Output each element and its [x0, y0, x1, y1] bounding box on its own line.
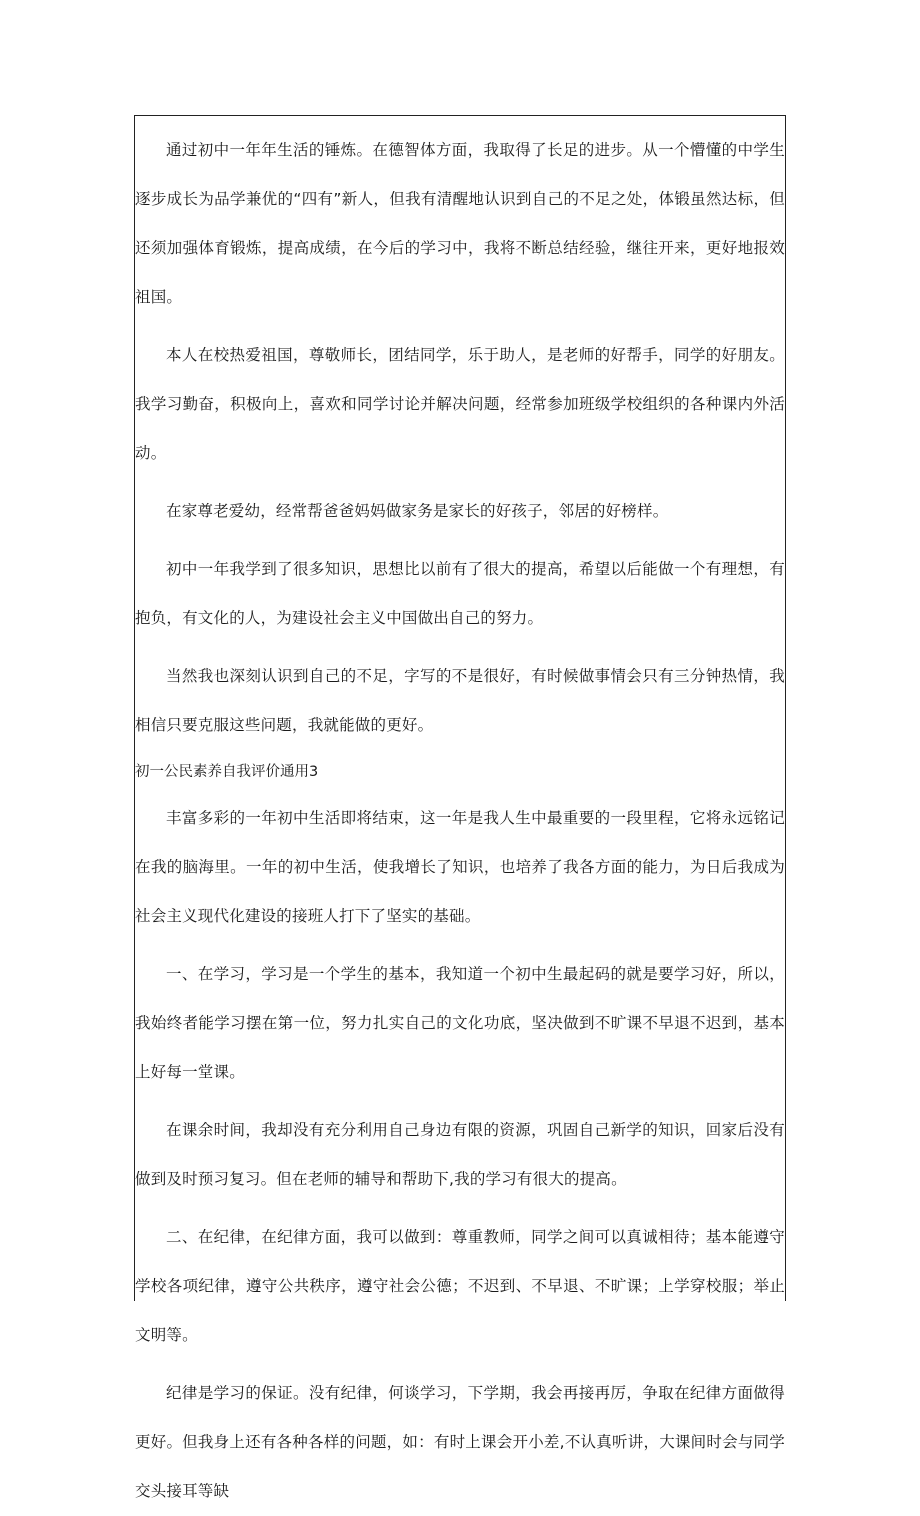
- paragraph-4: 初中一年我学到了很多知识，思想比以前有了很大的提高，希望以后能做一个有理想，有抱负，有文化的人，为建设社会主义中国做出自己的努力。: [135, 560, 785, 627]
- paragraph-7: 一、在学习，学习是一个学生的基本，我知道一个初中生最起码的就是要学习好，所以，我始终者能学习摆在第一位，努力扎实自己的文化功底，坚决做到不旷课不早退不迟到，基本上好每一堂课。: [135, 965, 785, 1081]
- document-page: [134, 115, 786, 1500]
- paragraph-2: 本人在校热爱祖国，尊敬师长，团结同学，乐于助人，是老师的好帮手，同学的好朋友。我学习勤奋，积极向上，喜欢和同学讨论并解决问题，经常参加班级学校组织的各种课内外活动。: [135, 346, 785, 462]
- section-heading: 初一公民素养自我评价通用3: [135, 764, 319, 780]
- paragraph-9: 二、在纪律，在纪律方面，我可以做到：尊重教师，同学之间可以真诚相待；基本能遵守学校各项纪律，遵守公共秩序，遵守社会公德；不迟到、不早退、不旷课；上学穿校服；举止文明等。: [135, 1228, 785, 1344]
- paragraph-3: 在家尊老爱幼，经常帮爸爸妈妈做家务是家长的好孩子，邻居的好榜样。: [166, 502, 669, 520]
- paragraph-8: 在课余时间，我却没有充分利用自己身边有限的资源，巩固自己新学的知识，回家后没有做到及时预习复习。但在老师的辅导和帮助下,我的学习有很大的提高。: [135, 1121, 785, 1188]
- paragraph-6: 丰富多彩的一年初中生活即将结束，这一年是我人生中最重要的一段里程，它将永远铭记在我的脑海里。一年的初中生活，使我增长了知识，也培养了我各方面的能力，为日后我成为社会主义现代化建设的接班人打下了坚实的基础。: [135, 809, 785, 925]
- paragraph-1: 通过初中一年年生活的锤炼。在德智体方面，我取得了长足的进步。从一个懵懂的中学生逐步成长为品学兼优的“四有”新人，但我有清醒地认识到自己的不足之处，体锻虽然达标，但还须加强体育锻炼，提高成绩，在今后的学习中，我将不断总结经验，继往开来，更好地报效祖国。: [135, 141, 785, 306]
- document-body: [135, 116, 785, 1516]
- paragraph-10: 纪律是学习的保证。没有纪律，何谈学习，下学期，我会再接再厉，争取在纪律方面做得更好。但我身上还有各种各样的问题，如：有时上课会开小差,不认真听讲，大课间时会与同学交头接耳等缺: [135, 1384, 785, 1500]
- paragraph-5: 当然我也深刻认识到自己的不足，字写的不是很好，有时候做事情会只有三分钟热情，我相信只要克服这些问题，我就能做的更好。: [135, 667, 785, 734]
